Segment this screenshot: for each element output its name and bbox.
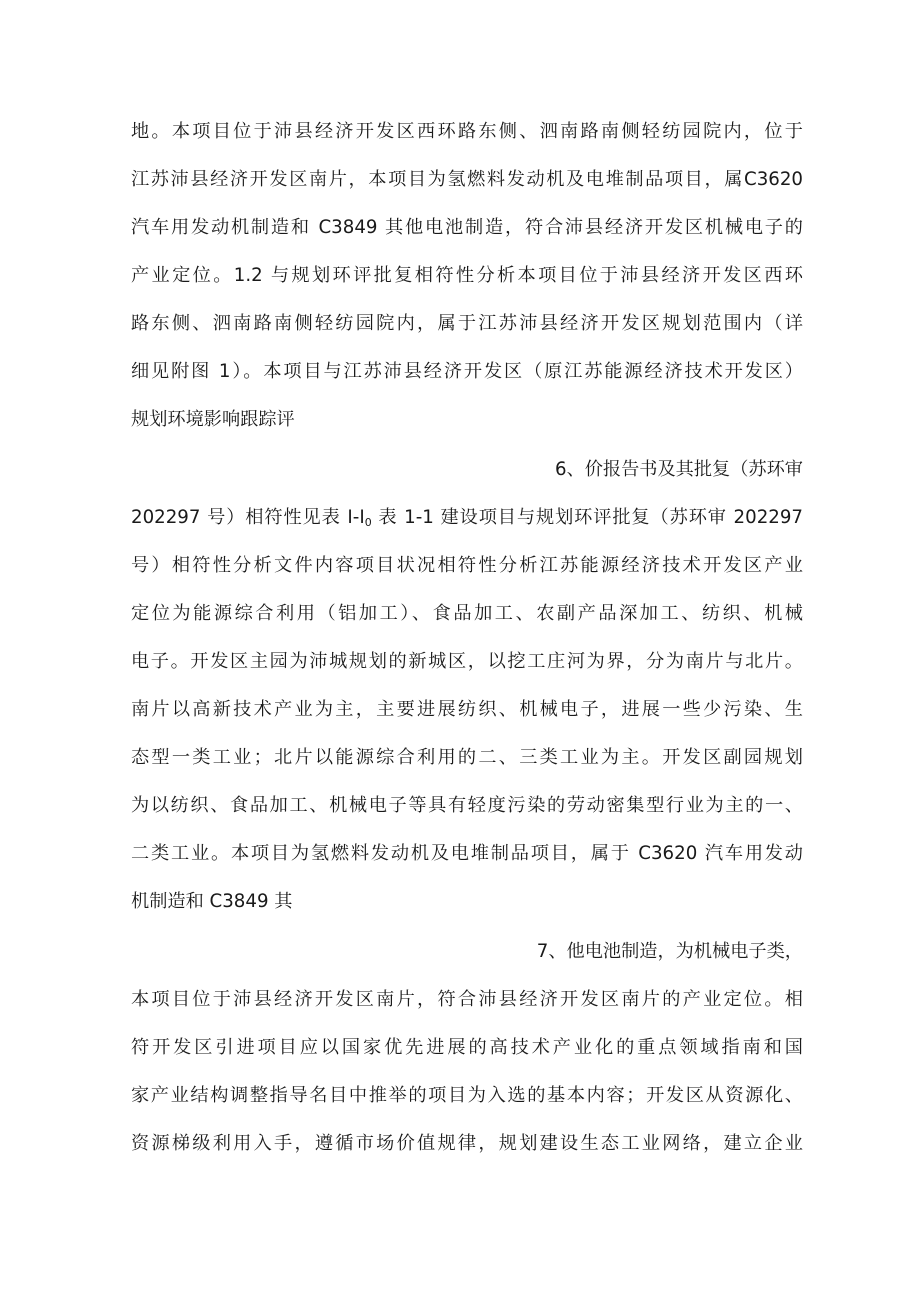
text-line bbox=[131, 500, 803, 536]
text-line: 号）相符性分析文件内容项目状况相符性分析江苏能源经济技术开发区产业 bbox=[131, 555, 803, 576]
text-line: 南片以高新技术产业为主，主要进展纺织、机械电子，进展一些少污染、生 bbox=[131, 699, 803, 720]
text-segment: 202297 号）相符性见表 I-I bbox=[131, 507, 365, 528]
text-line: 6、价报告书及其批复（苏环审 bbox=[554, 459, 803, 480]
text-line: 符开发区引进项目应以国家优先进展的高技术产业化的重点领域指南和国 bbox=[131, 1037, 803, 1058]
text-line: 电子。开发区主园为沛城规划的新城区，以挖工庄河为界，分为南片与北片。 bbox=[131, 651, 803, 672]
text-line: 路东侧、泗南路南侧轻纺园院内，属于江苏沛县经济开发区规划范围内（详 bbox=[131, 313, 803, 334]
text-line: 为以纺织、食品加工、机械电子等具有轻度污染的劳动密集型行业为主的一、 bbox=[131, 795, 803, 816]
text-line: 细见附图 1）。本项目与江苏沛县经济开发区（原江苏能源经济技术开发区） bbox=[131, 361, 803, 382]
text-segment: 表 1-1 建设项目与规划环评批复（苏环审 202297 bbox=[371, 507, 803, 528]
text-line: 机制造和 C3849 其 bbox=[131, 891, 293, 912]
text-line: 地。本项目位于沛县经济开发区西环路东侧、泗南路南侧轻纺园院内，位于 bbox=[131, 121, 803, 142]
text-line: 态型一类工业；北片以能源综合利用的二、三类工业为主。开发区副园规划 bbox=[131, 747, 803, 768]
subscript: 0 bbox=[364, 516, 372, 529]
text-line: 7、他电池制造，为机械电子类， bbox=[536, 941, 803, 962]
text-line: 本项目位于沛县经济开发区南片，符合沛县经济开发区南片的产业定位。相 bbox=[131, 989, 803, 1010]
text-line: 产业定位。1.2 与规划环评批复相符性分析本项目位于沛县经济开发区西环 bbox=[131, 265, 803, 286]
text-line: 资源梯级利用入手，遵循市场价值规律，规划建设生态工业网络，建立企业 bbox=[131, 1133, 803, 1154]
text-line: 二类工业。本项目为氢燃料发动机及电堆制品项目，属于 C3620 汽车用发动 bbox=[131, 843, 803, 864]
text-line: 规划环境影响跟踪评 bbox=[131, 409, 295, 430]
text-line: 汽车用发动机制造和 C3849 其他电池制造，符合沛县经济开发区机械电子的 bbox=[131, 217, 803, 238]
text-line: 江苏沛县经济开发区南片，本项目为氢燃料发动机及电堆制品项目，属C3620 bbox=[131, 169, 803, 190]
text-line: 定位为能源综合利用（铝加工）、食品加工、农副产品深加工、纺织、机械 bbox=[131, 603, 803, 624]
text-line: 家产业结构调整指导名目中推举的项目为入选的基本内容；开发区从资源化、 bbox=[131, 1085, 803, 1106]
